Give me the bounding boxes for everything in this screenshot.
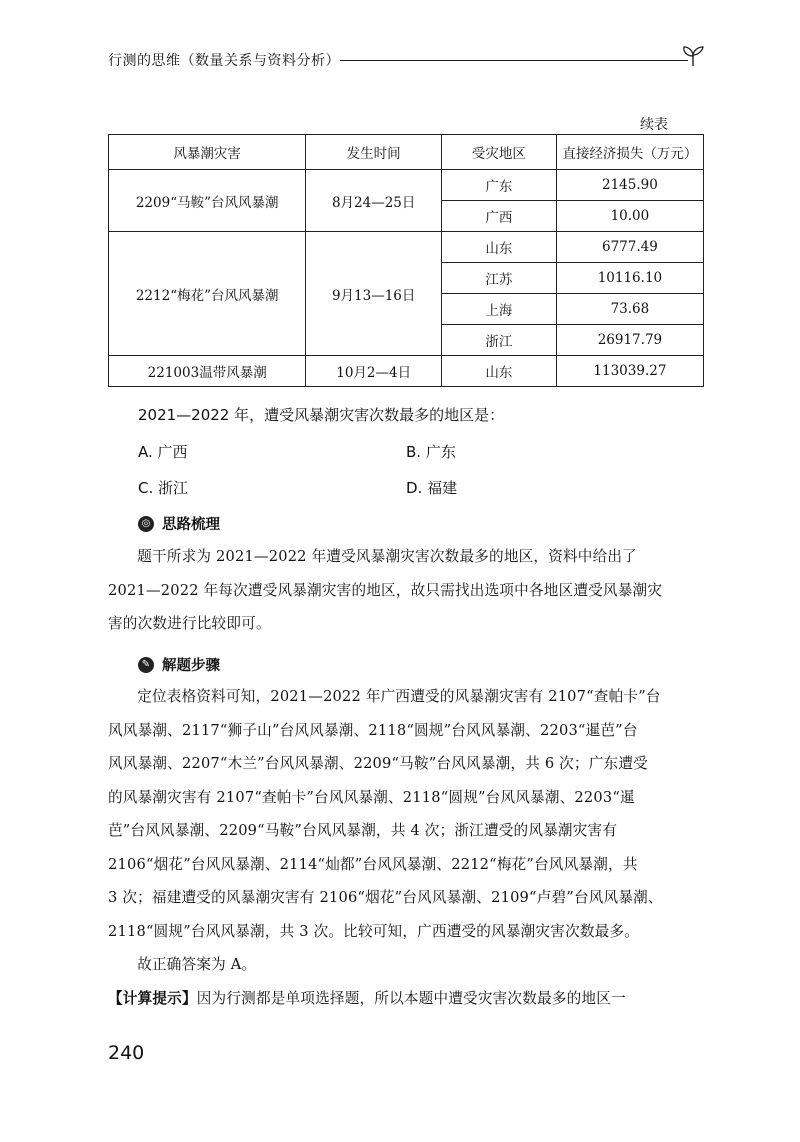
region-cell: 广西 bbox=[442, 201, 557, 232]
column-header: 风暴潮灾害 bbox=[109, 135, 306, 170]
disaster-name: 2209“马鞍”台风风暴潮 bbox=[109, 170, 306, 232]
solution-paragraph bbox=[108, 680, 706, 1015]
table-caption: 续表 bbox=[640, 117, 668, 133]
loss-cell: 26917.79 bbox=[556, 325, 703, 356]
pencil-icon: ✎ bbox=[138, 657, 154, 673]
occurrence-time: 8月24—25日 bbox=[306, 170, 442, 232]
loss-cell: 73.68 bbox=[556, 294, 703, 325]
tip-label: 【计算提示】 bbox=[108, 989, 197, 1007]
table-header-row bbox=[109, 135, 704, 170]
option-c: C. 浙江 bbox=[138, 479, 189, 497]
table-row bbox=[109, 170, 704, 201]
disaster-name: 2212“梅花”台风风暴潮 bbox=[109, 232, 306, 356]
solution-heading bbox=[138, 654, 220, 675]
option-a: A. 广西 bbox=[138, 443, 188, 461]
table-row bbox=[109, 232, 704, 263]
text-line: 题干所求为 2021—2022 年遭受风暴潮灾害次数最多的地区，资料中给出了 bbox=[137, 548, 637, 565]
occurrence-time: 10月2—4日 bbox=[306, 356, 442, 387]
target-icon: ◎ bbox=[138, 516, 154, 532]
loss-cell: 113039.27 bbox=[556, 356, 703, 387]
region-cell: 山东 bbox=[442, 232, 557, 263]
answer-line: 故正确答案为 A。 bbox=[137, 956, 257, 973]
text-line: 2021—2022 年每次遭受风暴潮灾害的地区，故只需找出选项中各地区遭受风暴潮灾 bbox=[108, 581, 663, 599]
analysis-heading bbox=[138, 513, 220, 534]
book-title: 行测的思维（数量关系与资料分析） bbox=[108, 53, 340, 69]
loss-cell: 10116.10 bbox=[556, 263, 703, 294]
text-line: 2118“圆规”台风风暴潮，共 3 次。比较可知，广西遭受的风暴潮灾害次数最多。 bbox=[108, 922, 640, 940]
running-header bbox=[108, 44, 708, 74]
text-line: 芭”台风风暴潮、2209“马鞍”台风风暴潮，共 4 次；浙江遭受的风暴潮灾害有 bbox=[108, 822, 618, 839]
column-header: 受灾地区 bbox=[442, 135, 557, 170]
text-line: 2106“烟花”台风风暴潮、2114“灿都”台风风暴潮、2212“梅花”台风风暴潮，共 bbox=[108, 855, 638, 873]
question-stem: 2021—2022 年，遭受风暴潮灾害次数最多的地区是： bbox=[138, 406, 505, 424]
option-b: B. 广东 bbox=[406, 443, 456, 461]
option-d: D. 福建 bbox=[406, 479, 458, 497]
text-line: 风风暴潮、2117“狮子山”台风风暴潮、2118“圆规”台风风暴潮、2203“暹芭”台 bbox=[108, 721, 638, 739]
column-header: 直接经济损失（万元） bbox=[556, 135, 703, 170]
loss-cell: 10.00 bbox=[556, 201, 703, 232]
solution-title: 解题步骤 bbox=[162, 658, 220, 674]
region-cell: 江苏 bbox=[442, 263, 557, 294]
loss-cell: 2145.90 bbox=[556, 170, 703, 201]
loss-cell: 6777.49 bbox=[556, 232, 703, 263]
analysis-title: 思路梳理 bbox=[162, 517, 220, 533]
region-cell: 广东 bbox=[442, 170, 557, 201]
text-line: 害的次数进行比较即可。 bbox=[108, 615, 271, 632]
page-number: 240 bbox=[108, 1042, 145, 1064]
region-cell: 浙江 bbox=[442, 325, 557, 356]
text-line: 定位表格资料可知，2021—2022 年广西遭受的风暴潮灾害有 2107“查帕卡”台 bbox=[137, 688, 661, 705]
region-cell: 上海 bbox=[442, 294, 557, 325]
region-cell: 山东 bbox=[442, 356, 557, 387]
column-header: 发生时间 bbox=[306, 135, 442, 170]
occurrence-time: 9月13—16日 bbox=[306, 232, 442, 356]
tip-text: 因为行测都是单项选择题，所以本题中遭受灾害次数最多的地区一 bbox=[196, 989, 626, 1007]
text-line: 的风暴潮灾害有 2107“查帕卡”台风风暴潮、2118“圆规”台风风暴潮、2203“暹 bbox=[108, 788, 635, 806]
disaster-name: 221003温带风暴潮 bbox=[109, 356, 306, 387]
data-table bbox=[108, 134, 704, 387]
analysis-paragraph bbox=[108, 540, 706, 641]
sprout-icon bbox=[678, 44, 708, 68]
text-line: 3 次；福建遭受的风暴潮灾害有 2106“烟花”台风风暴潮、2109“卢碧”台风风暴潮、 bbox=[108, 889, 663, 906]
header-rule bbox=[340, 60, 688, 61]
table-row bbox=[109, 356, 704, 387]
tip-line bbox=[108, 982, 706, 1016]
text-line: 风风暴潮、2207“木兰”台风风暴潮、2209“马鞍”台风风暴潮，共 6 次；广东遭受 bbox=[108, 755, 648, 772]
